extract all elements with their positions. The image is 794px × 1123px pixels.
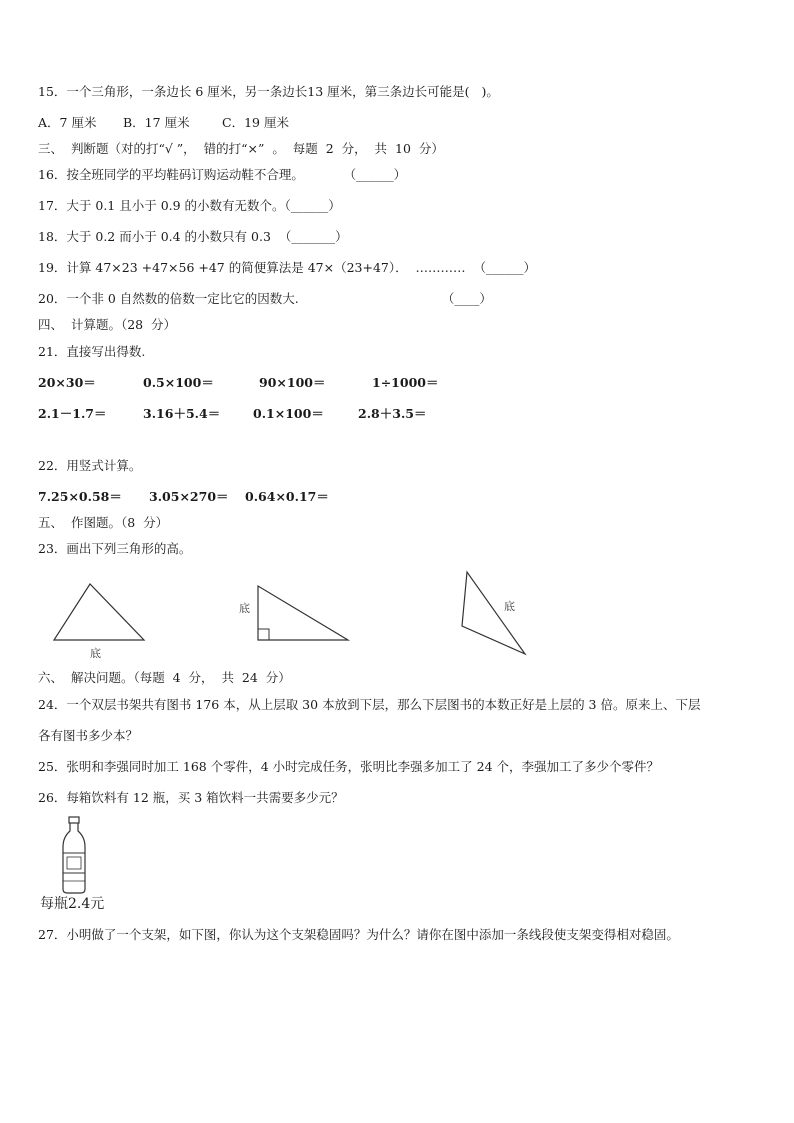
q21-row2-item: 0.1×100＝ [253, 406, 324, 421]
question-15-option-a: A．7 厘米 [38, 115, 97, 130]
triangle-1-figure [50, 580, 150, 662]
question-19: 19．计算 47×23 +47×56 +47 的简便算法是 47×（23+47）． ………… （______） [38, 260, 537, 275]
triangle-1-base-label: 底 [90, 647, 101, 660]
question-22: 22．用竖式计算。 [38, 458, 142, 473]
question-16: 16．按全班同学的平均鞋码订购运动鞋不合理。 （______） [38, 167, 407, 182]
section-6-heading: 六、 解决问题。（每题 4 分， 共 24 分） [38, 670, 291, 685]
q21-row1-item: 90×100＝ [259, 375, 326, 390]
triangle-3-base-label: 底 [504, 600, 515, 613]
question-18: 18．大于 0.2 而小于 0.4 的小数只有 0.3 （_______） [38, 229, 348, 244]
bottle-price-caption: 每瓶2.4元 [40, 896, 105, 912]
question-15-option-b: B．17 厘米 [123, 115, 190, 130]
question-24-line-1: 24．一个双层书架共有图书 176 本，从上层取 30 本放到下层，那么下层图书的本数正好是上层的 3 倍。原来上、下层 [38, 697, 701, 712]
triangle-1 [54, 584, 144, 640]
question-15: 15．一个三角形，一条边长 6 厘米，另一条边长13 厘米，第三条边长可能是( )。 [38, 84, 499, 99]
triangle-2-base-label: 底 [239, 602, 250, 615]
section-3-heading: 三、 判断题（对的打“√ ”， 错的打“×” 。 每题 2 分， 共 10 分） [38, 141, 444, 156]
q22-item: 7.25×0.58＝ [38, 489, 122, 504]
triangle-3-figure [455, 566, 535, 660]
section-4-heading: 四、 计算题。（28 分） [38, 317, 177, 332]
question-21: 21．直接写出得数. [38, 344, 146, 359]
q22-item: 3.05×270＝ [149, 489, 229, 504]
q21-row1-item: 20×30＝ [38, 375, 96, 390]
q22-item: 0.64×0.17＝ [245, 489, 329, 504]
question-23: 23．画出下列三角形的高。 [38, 541, 192, 556]
question-17: 17．大于 0.1 且小于 0.9 的小数有无数个。（______） [38, 198, 341, 213]
question-24-line-2: 各有图书多少本？ [38, 728, 139, 743]
question-20: 20．一个非 0 自然数的倍数一定比它的因数大. （____） [38, 291, 492, 306]
question-27: 27．小明做了一个支架，如下图，你认为这个支架稳固吗？为什么？请你在图中添加一条线段使支架变得相对稳固。 [38, 927, 679, 942]
question-26: 26．每箱饮料有 12 瓶，买 3 箱饮料一共需要多少元？ [38, 790, 344, 805]
right-angle-mark [258, 629, 269, 640]
bottle-icon [58, 815, 90, 895]
q21-row2-item: 3.16＋5.4＝ [143, 406, 221, 421]
question-25: 25．张明和李强同时加工 168 个零件，4 小时完成任务，张明比李强多加工了 24 个，李强加工了多少个零件？ [38, 759, 659, 774]
q21-row2-item: 2.8＋3.5＝ [358, 406, 427, 421]
question-15-option-c: C．19 厘米 [222, 115, 289, 130]
q21-row1-item: 0.5×100＝ [143, 375, 214, 390]
q21-row1-item: 1÷1000＝ [372, 375, 439, 390]
triangle-3 [462, 572, 525, 654]
triangle-2 [258, 586, 348, 640]
section-5-heading: 五、 作图题。（8 分） [38, 515, 169, 530]
triangle-2-figure [235, 580, 355, 645]
q21-row2-item: 2.1－1.7＝ [38, 406, 107, 421]
